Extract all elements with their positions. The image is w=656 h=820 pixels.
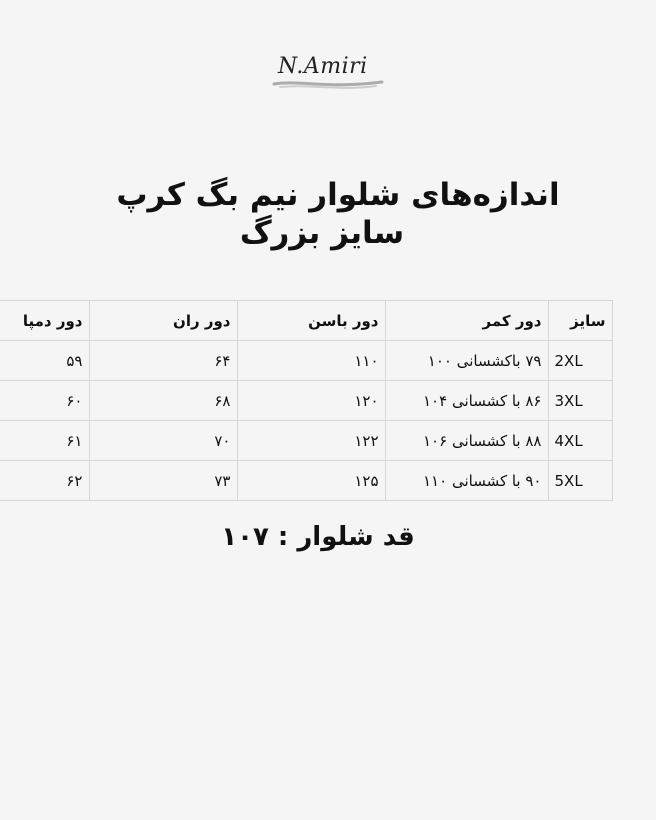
brand-logo [270,50,386,94]
table-row [0,341,612,381]
header-waist: دور کمر [385,301,548,341]
page-title [0,176,656,252]
thigh-cell: ۷۳ [89,461,237,501]
hem-cell: ۵۹ [0,341,89,381]
logo-brush-swash [270,76,386,92]
table-row [0,381,612,421]
hip-cell: ۱۱۰ [237,341,385,381]
table-row [0,421,612,461]
waist-cell: ۹۰ با کشسانی ۱۱۰ [385,461,548,501]
pants-length-label [0,522,656,552]
hem-cell: ۶۱ [0,421,89,461]
header-hip: دور باسن [237,301,385,341]
thigh-cell: ۶۸ [89,381,237,421]
hip-cell: ۱۲۲ [237,421,385,461]
size-cell: 2XL [548,341,612,381]
header-thigh: دور ران [89,301,237,341]
header-hem: دور دمپا [0,301,89,341]
header-size: سایز [548,301,612,341]
thigh-cell: ۶۴ [89,341,237,381]
thigh-cell: ۷۰ [89,421,237,461]
table-row [0,461,612,501]
title-line-2: سایز بزرگ [239,215,405,251]
size-cell: 5XL [548,461,612,501]
title-line-1: اندازه‌های شلوار نیم بگ کرپ [116,177,560,213]
hem-cell: ۶۰ [0,381,89,421]
pants-length-text: قد شلوار : ۱۰۷ [221,522,415,552]
waist-cell: ۷۹ باکشسانی ۱۰۰ [385,341,548,381]
waist-cell: ۸۶ با کشسانی ۱۰۴ [385,381,548,421]
size-cell: 3XL [548,381,612,421]
waist-cell: ۸۸ با کشسانی ۱۰۶ [385,421,548,461]
hip-cell: ۱۲۰ [237,381,385,421]
logo-text: N.Amiri [278,54,368,79]
hip-cell: ۱۲۵ [237,461,385,501]
hem-cell: ۶۲ [0,461,89,501]
size-cell: 4XL [548,421,612,461]
table-header-row [0,301,612,341]
size-table [0,300,613,501]
